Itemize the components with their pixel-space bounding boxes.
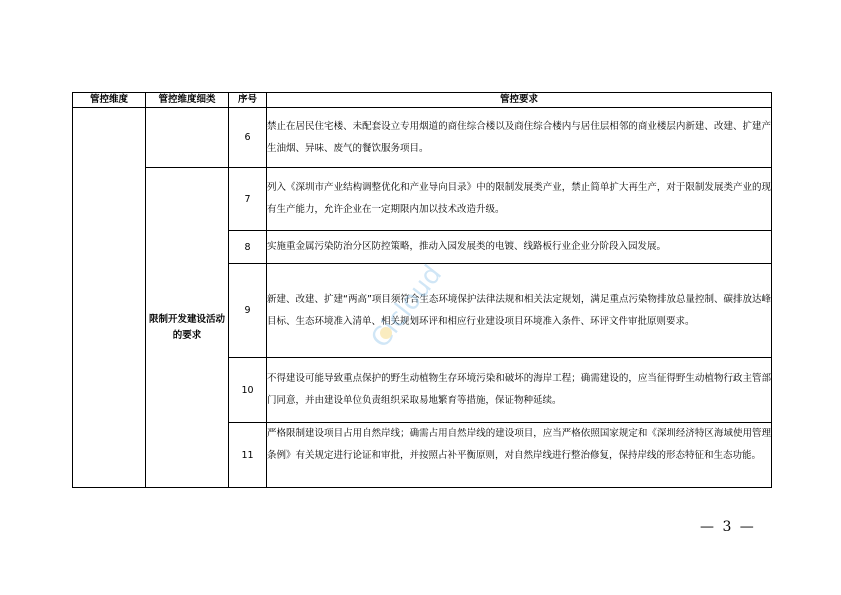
- row-requirement: 禁止在居民住宅楼、未配套设立专用烟道的商住综合楼以及商住综合楼内与居住层相邻的商业楼层内新建、改建、扩建产生油烟、异味、废气的餐饮服务项目。: [267, 108, 772, 168]
- dimension-cell: [73, 108, 146, 488]
- row-requirement: 列入《深圳市产业结构调整优化和产业导向目录》中的限制发展类产业，禁止简单扩大再生产，对于限制发展类产业的现有生产能力，允许企业在一定期限内加以技术改造升级。: [267, 168, 772, 231]
- row-number: 6: [229, 108, 267, 168]
- cloud-watermark-icon: [352, 253, 462, 363]
- watermark-dot-icon: [380, 327, 392, 339]
- table-row: [73, 168, 772, 231]
- row-number: 10: [229, 358, 267, 423]
- row-number: 11: [229, 423, 267, 488]
- row-requirement: 新建、改建、扩建“两高”项目须符合生态环境保护法律法规和相关法定规划，满足重点污染物排放总量控制、碳排放达峰目标、生态环境准入清单、相关规划环评和相应行业建设项目环境准入条件、环评文件审批原则要求。: [267, 264, 772, 358]
- header-row: [73, 93, 772, 108]
- page-number: — 3 —: [700, 519, 756, 535]
- row-number: 7: [229, 168, 267, 231]
- header-dimension: 管控维度: [73, 93, 146, 108]
- row-requirement: 实施重金属污染防治分区防控策略，推动入园发展类的电镀、线路板行业企业分阶段入园发展。: [267, 231, 772, 264]
- subcategory-label: 限制开发建设活动的要求: [148, 313, 225, 341]
- table-row: [73, 108, 772, 168]
- row-requirement: [267, 423, 772, 488]
- header-subcategory: 管控维度细类: [146, 93, 229, 108]
- row-number: 9: [229, 264, 267, 358]
- header-number: 序号: [229, 93, 267, 108]
- header-requirement: 管控要求: [267, 93, 772, 108]
- subcategory-cell: [146, 168, 229, 488]
- watermark-text: Cicloud: [365, 259, 449, 354]
- row-requirement-text: 严格限制建设项目占用自然岸线；确需占用自然岸线的建设项目，应当严格依照国家规定和《深圳经济特区海域使用管理条例》有关规定进行论证和审批，并按照占补平衡原则，对自然岸线进行整治修复，保持岸线的形态特征和生态功能。: [267, 428, 771, 461]
- subcategory-cell-empty: [146, 108, 229, 168]
- row-number: 8: [229, 231, 267, 264]
- row-requirement: 不得建设可能导致重点保护的野生动植物生存环境污染和破坏的海岸工程；确需建设的，应当征得野生动植物行政主管部门同意，并由建设单位负责组织采取易地繁育等措施，保证物种延续。: [267, 358, 772, 423]
